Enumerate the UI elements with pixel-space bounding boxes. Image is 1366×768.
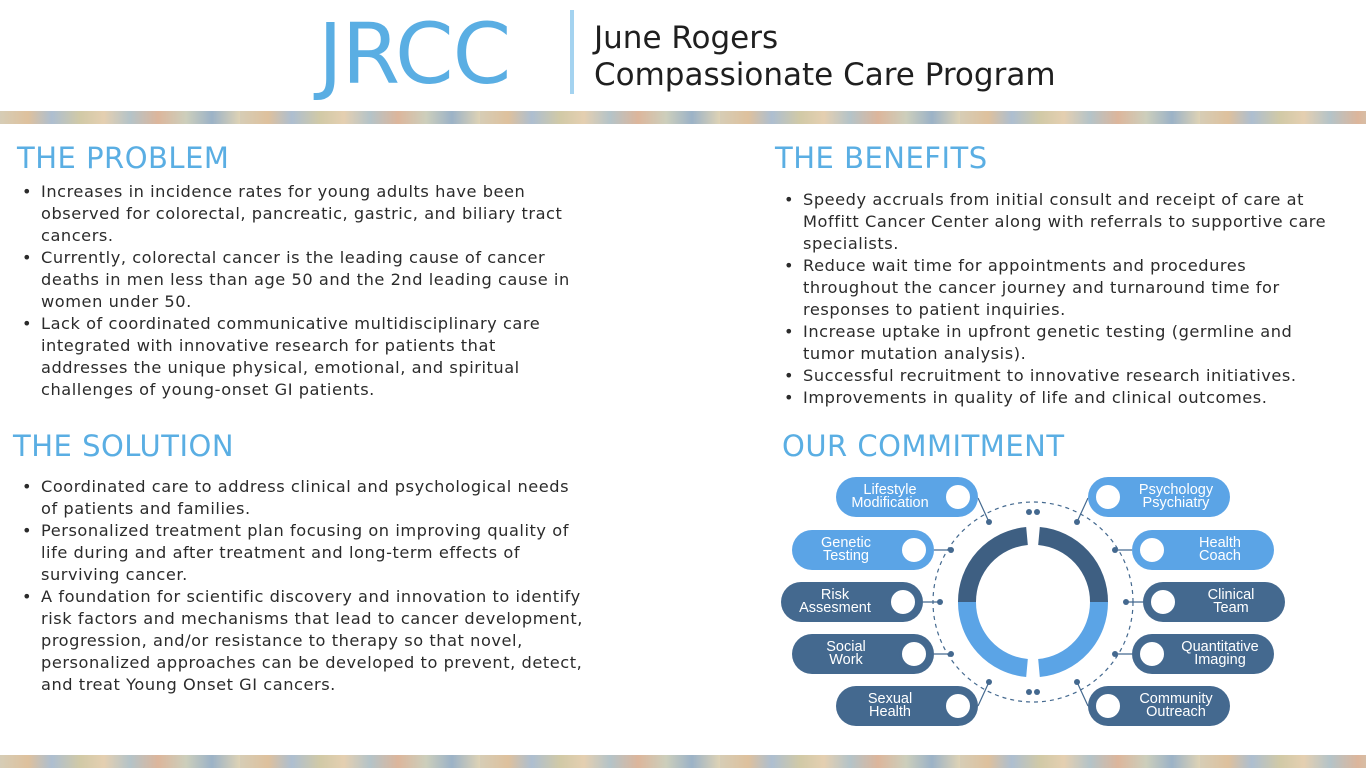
pill-clinical-team[interactable] <box>1143 582 1285 622</box>
ring-segment-top-left <box>967 536 1027 602</box>
circle-icon <box>1137 535 1167 565</box>
benefit-item: • Successful recruitment to innovative research initiatives. <box>778 365 1343 387</box>
circle-icon <box>943 482 973 512</box>
pill-label: Lifestyle Modification <box>851 482 929 511</box>
logo-divider <box>570 10 574 94</box>
solution-item: • Personalized treatment plan focusing on improving quality of life during and after treatment and long-term effects of surviving cancer. <box>16 520 588 586</box>
program-title-line2: Compassionate Care Program <box>594 57 1056 93</box>
pill-social-work[interactable] <box>792 634 934 674</box>
connector-lines <box>923 498 1143 706</box>
pill-risk-assesment[interactable] <box>781 582 923 622</box>
problem-item: • Currently, colorectal cancer is the leading cause of cancer deaths in men less than age 50 and the 2nd leading cause in women under 50. <box>16 247 576 313</box>
pill-lifestyle-modification[interactable] <box>836 477 978 517</box>
pill-genetic-testing[interactable] <box>792 530 934 570</box>
pill-label: Genetic Testing <box>821 535 871 564</box>
benefit-item: • Reduce wait time for appointments and procedures throughout the cancer journey and turnaround time for responses to patient inquiries. <box>778 255 1343 321</box>
benefits-list <box>778 189 1343 409</box>
ring-segment-bottom-right <box>1039 602 1099 668</box>
pill-label: Clinical Team <box>1207 587 1255 616</box>
benefit-item: • Speedy accruals from initial consult and receipt of care at Moffitt Cancer Center along with referrals to supportive care specialists. <box>778 189 1343 255</box>
jrcc-logo: JRCC <box>318 5 511 103</box>
circle-icon <box>1137 639 1167 669</box>
program-title <box>594 20 1056 94</box>
benefit-item: • Improvements in quality of life and clinical outcomes. <box>778 387 1343 409</box>
pill-community-outreach[interactable] <box>1088 686 1230 726</box>
problem-item: • Lack of coordinated communicative multidisciplinary care integrated with innovative research for patients that addresses the unique physical, emotional, and spiritual challenges of young-onset GI patients. <box>16 313 576 401</box>
benefits-title: THE BENEFITS <box>775 141 988 175</box>
solution-list <box>16 476 588 696</box>
decorative-art-band-bottom <box>0 755 1366 768</box>
commitment-title: OUR COMMITMENT <box>782 429 1065 463</box>
pill-quantitative-imaging[interactable] <box>1132 634 1274 674</box>
pill-label: Health Coach <box>1199 535 1241 564</box>
solution-item: • Coordinated care to address clinical and psychological needs of patients and families. <box>16 476 588 520</box>
pill-label: Social Work <box>826 639 866 668</box>
pill-label: Psychology Psychiatry <box>1138 482 1214 511</box>
pill-sexual-health[interactable] <box>836 686 978 726</box>
circle-icon <box>1093 482 1123 512</box>
problem-list <box>16 181 576 401</box>
decorative-art-band-top <box>0 111 1366 124</box>
solution-title: THE SOLUTION <box>13 429 235 463</box>
pill-label: Risk Assesment <box>799 587 871 616</box>
commitment-diagram <box>778 470 1288 735</box>
problem-title: THE PROBLEM <box>17 141 230 175</box>
circle-icon <box>1093 691 1123 721</box>
pill-psychology-psychiatry[interactable] <box>1088 477 1230 517</box>
pill-label: Quantitative Imaging <box>1181 639 1259 668</box>
circle-icon <box>943 691 973 721</box>
problem-item: • Increases in incidence rates for young adults have been observed for colorectal, pancreatic, gastric, and biliary tract cancers. <box>16 181 576 247</box>
ring-segment-bottom-left <box>967 602 1027 668</box>
circle-icon <box>899 535 929 565</box>
pill-label: Sexual Health <box>867 691 913 720</box>
header <box>0 0 1366 110</box>
pill-label: Community Outreach <box>1139 691 1213 720</box>
ring-segment-top-right <box>1039 536 1099 602</box>
circle-icon <box>888 587 918 617</box>
benefit-item: • Increase uptake in upfront genetic testing (germline and tumor mutation analysis). <box>778 321 1343 365</box>
circle-icon <box>899 639 929 669</box>
circle-icon <box>1148 587 1178 617</box>
program-title-line1: June Rogers <box>594 20 779 56</box>
solution-item: • A foundation for scientific discovery and innovation to identify risk factors and mechanisms that lead to cancer development, progression, and/or resistance to therapy so that novel, personalized approaches can be developed to prevent, detect, and treat Young Onset GI cancers. <box>16 586 588 696</box>
pill-health-coach[interactable] <box>1132 530 1274 570</box>
